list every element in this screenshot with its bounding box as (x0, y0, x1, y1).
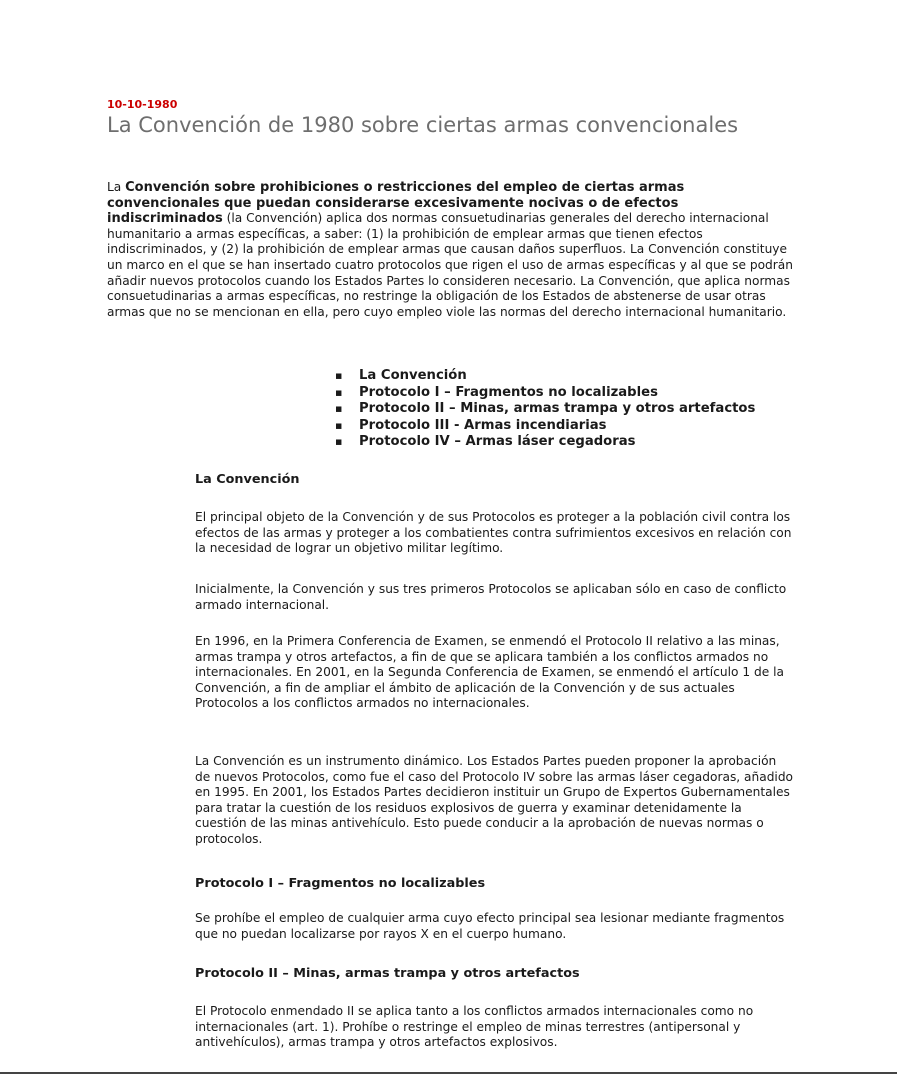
page-bottom-divider (0, 1072, 897, 1074)
convencion-paragraph-3: En 1996, en la Primera Conferencia de Examen, se enmendó el Protocolo II relativo a las minas, armas trampa y otros artefactos, a fin de que se aplicara también a los conflictos armados no internacionales. En 2001, en la Segunda Conferencia de Examen, se enmendó el artículo 1 de la Convención, a fin de ampliar el ámbito de aplicación de la Convención y de sus actuales Protocolos a los conflictos armados no internacionales. (195, 634, 784, 711)
convencion-paragraph-1: El principal objeto de la Convención y de sus Protocolos es proteger a la población civil contra los efectos de las armas y proteger a los combatientes contra sufrimientos excesivos en relación con la necesidad de lograr un objetivo militar legítimo. (195, 510, 792, 556)
bullet-icon: ▪ (335, 402, 343, 415)
document-date: 10-10-1980 (107, 98, 178, 111)
toc-item-convencion[interactable] (335, 368, 755, 385)
toc-item-label: Protocolo I – Fragmentos no localizables (359, 384, 658, 400)
page-title: La Convención de 1980 sobre ciertas armas convencionales (107, 113, 739, 137)
section-heading-protocolo-2: Protocolo II – Minas, armas trampa y otros artefactos (195, 966, 580, 981)
convencion-paragraph-4: La Convención es un instrumento dinámico. Los Estados Partes pueden proponer la aprobación de nuevos Protocolos, como fue el caso del Protocolo IV sobre las armas láser cegadoras, añadido en 1995. En 2001, los Estados Partes decidieron instituir un Grupo de Expertos Gubernamentales para tratar la cuestión de los residuos explosivos de guerra y examinar detenidamente la cuestión de las minas antivehículo. Esto puede conducir a la aprobación de nuevas normas o protocolos. (195, 754, 794, 846)
toc-item-label: Protocolo IV – Armas láser cegadoras (359, 434, 636, 449)
section-heading-protocolo-1: Protocolo I – Fragmentos no localizables (195, 876, 486, 891)
bullet-icon: ▪ (335, 418, 343, 432)
toc-item-protocolo-2[interactable] (335, 401, 755, 418)
toc-item-protocolo-4[interactable] (335, 434, 755, 451)
protocolo-2-paragraph: El Protocolo enmendado II se aplica tanto a los conflictos armados internacionales como no internacionales (art. 1). Prohíbe o restringe el empleo de minas terrestres (antipersonal y antivehículos), armas trampa y otros artefactos explosivos. (195, 1004, 754, 1050)
toc-item-label: Protocolo II – Minas, armas trampa y otros artefactos (359, 401, 756, 416)
intro-paragraph (107, 180, 797, 320)
table-of-contents (335, 368, 755, 451)
bullet-icon: ▪ (335, 385, 343, 399)
toc-item-protocolo-3[interactable] (335, 418, 755, 435)
section-heading-convencion: La Convención (195, 472, 300, 487)
toc-item-label: La Convención (359, 368, 467, 383)
intro-lead: La (107, 180, 126, 194)
convention-full-name: Convención sobre prohibiciones o restricciones del empleo de ciertas armas convencionales que puedan considerarse excesivamente nocivas o de efectos indiscriminados (107, 180, 685, 227)
bullet-icon: ▪ (335, 369, 343, 382)
convencion-paragraph-2: Inicialmente, la Convención y sus tres primeros Protocolos se aplicaban sólo en caso de conflicto armado internacional. (195, 582, 787, 612)
toc-item-label: Protocolo III - Armas incendiarias (359, 417, 607, 433)
toc-item-protocolo-1[interactable] (335, 385, 755, 402)
protocolo-1-paragraph: Se prohíbe el empleo de cualquier arma cuyo efecto principal sea lesionar mediante fragmentos que no puedan localizarse por rayos X en el cuerpo humano. (195, 911, 785, 941)
bullet-icon: ▪ (335, 435, 343, 448)
intro-body: (la Convención) aplica dos normas consuetudinarias generales del derecho internacional humanitario a armas específicas, a saber: (1) la prohibición de emplear armas que tienen efectos indiscriminados, y (2) la prohibición de emplear armas que causan daños superfluos. La Convención constituye un marco en el que se han insertado cuatro protocolos que rigen el uso de armas específicas y al que se podrán añadir nuevos protocolos cuando los Estados Partes lo consideren necesario. La Convención, que aplica normas consuetudinarias a armas específicas, no restringe la obligación de los Estados de abstenerse de usar otras armas que no se mencionan en ella, pero cuyo empleo viole las normas del derecho internacional humanitario. (107, 211, 793, 319)
